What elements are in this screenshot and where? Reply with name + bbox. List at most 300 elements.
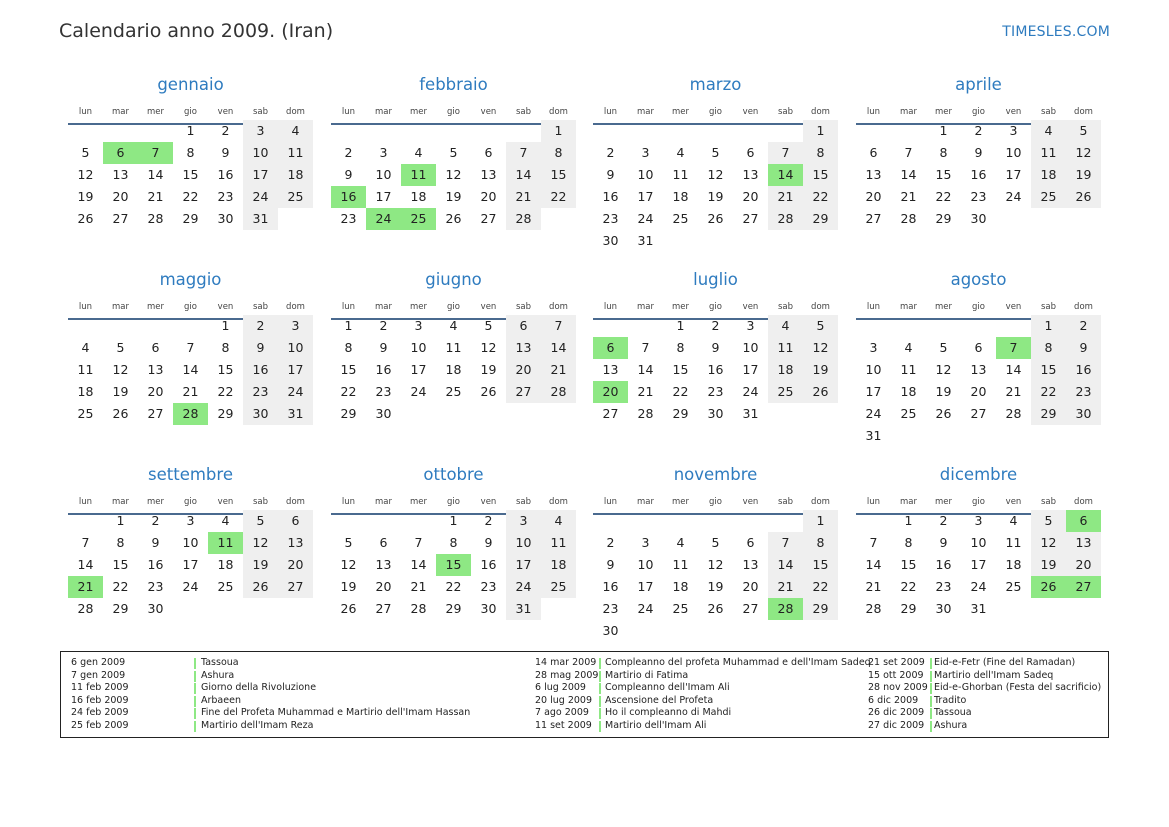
day-cell[interactable]: 23 [217, 189, 234, 204]
day-cell[interactable]: 29 [217, 406, 234, 421]
day-cell[interactable]: 10 [410, 340, 427, 355]
day-cell[interactable]: 29 [1040, 406, 1057, 421]
day-cell[interactable]: 4 [291, 123, 300, 138]
day-cell[interactable]: 18 [77, 384, 94, 399]
day-cell[interactable]: 29 [935, 211, 952, 226]
day-cell[interactable]: 7 [519, 145, 528, 160]
day-cell[interactable]: 22 [672, 384, 689, 399]
day-cell[interactable]: 18 [777, 362, 794, 377]
day-cell[interactable]: 6 [746, 145, 755, 160]
day-cell[interactable]: 28 [77, 601, 94, 616]
day-cell[interactable]: 27 [742, 211, 759, 226]
day-cell[interactable]: 8 [116, 535, 125, 550]
day-cell[interactable]: 4 [676, 145, 685, 160]
day-cell[interactable]: 19 [340, 579, 357, 594]
day-cell[interactable]: 7 [186, 340, 195, 355]
day-cell[interactable]: 17 [375, 189, 392, 204]
day-cell[interactable]: 10 [865, 362, 882, 377]
day-cell[interactable]: 21 [515, 189, 532, 204]
day-cell[interactable]: 23 [340, 211, 357, 226]
day-cell[interactable]: 6 [869, 145, 878, 160]
day-cell[interactable]: 9 [606, 167, 615, 182]
day-cell[interactable]: 12 [112, 362, 129, 377]
day-cell[interactable]: 25 [1040, 189, 1057, 204]
day-cell[interactable]: 25 [900, 406, 917, 421]
day-cell[interactable]: 19 [1040, 557, 1057, 572]
day-cell[interactable]: 26 [340, 601, 357, 616]
day-cell[interactable]: 9 [974, 145, 983, 160]
day-cell[interactable]: 26 [1075, 189, 1092, 204]
day-cell[interactable]: 14 [900, 167, 917, 182]
day-cell[interactable]: 24 [515, 579, 532, 594]
day-cell[interactable]: 2 [221, 123, 230, 138]
day-cell[interactable]: 25 [77, 406, 94, 421]
day-cell[interactable]: 13 [602, 362, 619, 377]
day-cell[interactable]: 11 [777, 340, 794, 355]
day-cell[interactable]: 24 [637, 211, 654, 226]
day-cell[interactable]: 26 [935, 406, 952, 421]
day-cell[interactable]: 19 [707, 189, 724, 204]
day-cell[interactable]: 27 [602, 406, 619, 421]
day-cell[interactable]: 18 [550, 557, 567, 572]
day-cell[interactable]: 20 [742, 189, 759, 204]
day-cell[interactable]: 12 [1075, 145, 1092, 160]
day-cell[interactable]: 30 [602, 233, 619, 248]
day-cell[interactable]: 30 [970, 211, 987, 226]
day-cell[interactable]: 29 [182, 211, 199, 226]
day-cell[interactable]: 17 [1005, 167, 1022, 182]
day-cell[interactable]: 27 [287, 579, 304, 594]
day-cell[interactable]: 23 [970, 189, 987, 204]
day-cell[interactable]: 23 [935, 579, 952, 594]
day-cell[interactable]: 12 [445, 167, 462, 182]
day-cell[interactable]: 25 [672, 601, 689, 616]
day-cell[interactable]: 19 [445, 189, 462, 204]
day-cell[interactable]: 30 [1075, 406, 1092, 421]
day-cell[interactable]: 18 [287, 167, 304, 182]
day-cell[interactable]: 29 [672, 406, 689, 421]
day-cell[interactable]: 14 [410, 557, 427, 572]
day-cell[interactable]: 7 [554, 318, 563, 333]
day-cell[interactable]: 1 [221, 318, 230, 333]
day-cell[interactable]: 5 [1044, 513, 1053, 528]
day-cell[interactable]: 18 [1040, 167, 1057, 182]
day-cell[interactable]: 10 [182, 535, 199, 550]
day-cell[interactable]: 21 [637, 384, 654, 399]
holiday-day[interactable]: 27 [1066, 576, 1101, 598]
day-cell[interactable]: 13 [147, 362, 164, 377]
day-cell[interactable]: 2 [939, 513, 948, 528]
day-cell[interactable]: 20 [375, 579, 392, 594]
day-cell[interactable]: 14 [182, 362, 199, 377]
holiday-day[interactable]: 6 [103, 142, 138, 164]
day-cell[interactable]: 26 [707, 211, 724, 226]
day-cell[interactable]: 16 [480, 557, 497, 572]
day-cell[interactable]: 21 [1005, 384, 1022, 399]
day-cell[interactable]: 27 [515, 384, 532, 399]
day-cell[interactable]: 6 [974, 340, 983, 355]
day-cell[interactable]: 24 [637, 601, 654, 616]
day-cell[interactable]: 30 [935, 601, 952, 616]
day-cell[interactable]: 21 [550, 362, 567, 377]
day-cell[interactable]: 28 [865, 601, 882, 616]
holiday-day[interactable]: 28 [173, 403, 208, 425]
day-cell[interactable]: 30 [375, 406, 392, 421]
day-cell[interactable]: 20 [147, 384, 164, 399]
day-cell[interactable]: 31 [515, 601, 532, 616]
day-cell[interactable]: 20 [1075, 557, 1092, 572]
day-cell[interactable]: 28 [900, 211, 917, 226]
day-cell[interactable]: 2 [1079, 318, 1088, 333]
holiday-day[interactable]: 7 [996, 337, 1031, 359]
day-cell[interactable]: 19 [112, 384, 129, 399]
day-cell[interactable]: 11 [287, 145, 304, 160]
day-cell[interactable]: 19 [935, 384, 952, 399]
day-cell[interactable]: 14 [777, 557, 794, 572]
day-cell[interactable]: 14 [550, 340, 567, 355]
day-cell[interactable]: 9 [939, 535, 948, 550]
day-cell[interactable]: 15 [340, 362, 357, 377]
day-cell[interactable]: 24 [1005, 189, 1022, 204]
day-cell[interactable]: 10 [637, 167, 654, 182]
day-cell[interactable]: 25 [445, 384, 462, 399]
day-cell[interactable]: 17 [182, 557, 199, 572]
day-cell[interactable]: 28 [1005, 406, 1022, 421]
day-cell[interactable]: 3 [519, 513, 528, 528]
day-cell[interactable]: 8 [344, 340, 353, 355]
day-cell[interactable]: 24 [970, 579, 987, 594]
day-cell[interactable]: 7 [414, 535, 423, 550]
day-cell[interactable]: 18 [217, 557, 234, 572]
brand-link[interactable]: TIMESLES.COM [1002, 24, 1110, 40]
day-cell[interactable]: 27 [112, 211, 129, 226]
day-cell[interactable]: 5 [1079, 123, 1088, 138]
day-cell[interactable]: 8 [816, 535, 825, 550]
day-cell[interactable]: 20 [865, 189, 882, 204]
day-cell[interactable]: 17 [637, 189, 654, 204]
day-cell[interactable]: 21 [182, 384, 199, 399]
holiday-day[interactable]: 15 [436, 554, 471, 576]
day-cell[interactable]: 9 [1079, 340, 1088, 355]
day-cell[interactable]: 9 [344, 167, 353, 182]
day-cell[interactable]: 7 [869, 535, 878, 550]
day-cell[interactable]: 9 [484, 535, 493, 550]
day-cell[interactable]: 26 [252, 579, 269, 594]
day-cell[interactable]: 27 [147, 406, 164, 421]
day-cell[interactable]: 29 [445, 601, 462, 616]
day-cell[interactable]: 20 [287, 557, 304, 572]
day-cell[interactable]: 21 [865, 579, 882, 594]
day-cell[interactable]: 30 [707, 406, 724, 421]
day-cell[interactable]: 25 [287, 189, 304, 204]
day-cell[interactable]: 22 [550, 189, 567, 204]
day-cell[interactable]: 22 [112, 579, 129, 594]
holiday-day[interactable]: 21 [68, 576, 103, 598]
holiday-day[interactable]: 24 [366, 208, 401, 230]
day-cell[interactable]: 4 [1009, 513, 1018, 528]
day-cell[interactable]: 19 [480, 362, 497, 377]
day-cell[interactable]: 21 [777, 189, 794, 204]
day-cell[interactable]: 7 [641, 340, 650, 355]
day-cell[interactable]: 19 [77, 189, 94, 204]
day-cell[interactable]: 13 [742, 557, 759, 572]
day-cell[interactable]: 23 [602, 211, 619, 226]
day-cell[interactable]: 12 [1040, 535, 1057, 550]
day-cell[interactable]: 26 [812, 384, 829, 399]
day-cell[interactable]: 5 [449, 145, 458, 160]
day-cell[interactable]: 17 [637, 579, 654, 594]
day-cell[interactable]: 5 [116, 340, 125, 355]
day-cell[interactable]: 12 [252, 535, 269, 550]
day-cell[interactable]: 16 [252, 362, 269, 377]
day-cell[interactable]: 8 [1044, 340, 1053, 355]
day-cell[interactable]: 5 [256, 513, 265, 528]
day-cell[interactable]: 4 [781, 318, 790, 333]
holiday-day[interactable]: 26 [1031, 576, 1066, 598]
day-cell[interactable]: 11 [77, 362, 94, 377]
day-cell[interactable]: 24 [410, 384, 427, 399]
day-cell[interactable]: 11 [445, 340, 462, 355]
day-cell[interactable]: 20 [742, 579, 759, 594]
day-cell[interactable]: 23 [480, 579, 497, 594]
day-cell[interactable]: 4 [81, 340, 90, 355]
day-cell[interactable]: 11 [900, 362, 917, 377]
day-cell[interactable]: 4 [221, 513, 230, 528]
day-cell[interactable]: 10 [1005, 145, 1022, 160]
day-cell[interactable]: 15 [812, 557, 829, 572]
day-cell[interactable]: 3 [291, 318, 300, 333]
day-cell[interactable]: 1 [816, 513, 825, 528]
day-cell[interactable]: 18 [672, 579, 689, 594]
day-cell[interactable]: 1 [344, 318, 353, 333]
day-cell[interactable]: 22 [935, 189, 952, 204]
day-cell[interactable]: 9 [221, 145, 230, 160]
day-cell[interactable]: 26 [77, 211, 94, 226]
day-cell[interactable]: 1 [816, 123, 825, 138]
day-cell[interactable]: 16 [147, 557, 164, 572]
day-cell[interactable]: 19 [1075, 167, 1092, 182]
day-cell[interactable]: 5 [711, 145, 720, 160]
day-cell[interactable]: 17 [515, 557, 532, 572]
day-cell[interactable]: 8 [816, 145, 825, 160]
day-cell[interactable]: 31 [287, 406, 304, 421]
day-cell[interactable]: 27 [742, 601, 759, 616]
day-cell[interactable]: 6 [519, 318, 528, 333]
day-cell[interactable]: 22 [900, 579, 917, 594]
day-cell[interactable]: 25 [217, 579, 234, 594]
day-cell[interactable]: 2 [974, 123, 983, 138]
day-cell[interactable]: 24 [182, 579, 199, 594]
day-cell[interactable]: 30 [217, 211, 234, 226]
day-cell[interactable]: 13 [515, 340, 532, 355]
day-cell[interactable]: 12 [340, 557, 357, 572]
day-cell[interactable]: 10 [970, 535, 987, 550]
day-cell[interactable]: 3 [746, 318, 755, 333]
day-cell[interactable]: 22 [445, 579, 462, 594]
holiday-day[interactable]: 14 [768, 164, 803, 186]
day-cell[interactable]: 15 [900, 557, 917, 572]
day-cell[interactable]: 17 [287, 362, 304, 377]
day-cell[interactable]: 30 [480, 601, 497, 616]
day-cell[interactable]: 14 [1005, 362, 1022, 377]
day-cell[interactable]: 8 [186, 145, 195, 160]
day-cell[interactable]: 12 [707, 557, 724, 572]
day-cell[interactable]: 29 [340, 406, 357, 421]
day-cell[interactable]: 11 [1005, 535, 1022, 550]
day-cell[interactable]: 15 [112, 557, 129, 572]
day-cell[interactable]: 8 [904, 535, 913, 550]
day-cell[interactable]: 18 [900, 384, 917, 399]
day-cell[interactable]: 4 [554, 513, 563, 528]
day-cell[interactable]: 20 [112, 189, 129, 204]
day-cell[interactable]: 3 [256, 123, 265, 138]
day-cell[interactable]: 26 [480, 384, 497, 399]
day-cell[interactable]: 14 [515, 167, 532, 182]
day-cell[interactable]: 20 [970, 384, 987, 399]
day-cell[interactable]: 5 [344, 535, 353, 550]
day-cell[interactable]: 24 [252, 189, 269, 204]
day-cell[interactable]: 10 [637, 557, 654, 572]
day-cell[interactable]: 12 [812, 340, 829, 355]
day-cell[interactable]: 23 [1075, 384, 1092, 399]
day-cell[interactable]: 1 [116, 513, 125, 528]
day-cell[interactable]: 15 [812, 167, 829, 182]
day-cell[interactable]: 13 [375, 557, 392, 572]
day-cell[interactable]: 5 [81, 145, 90, 160]
day-cell[interactable]: 13 [287, 535, 304, 550]
day-cell[interactable]: 10 [742, 340, 759, 355]
day-cell[interactable]: 18 [1005, 557, 1022, 572]
day-cell[interactable]: 28 [410, 601, 427, 616]
day-cell[interactable]: 16 [1075, 362, 1092, 377]
day-cell[interactable]: 29 [812, 601, 829, 616]
day-cell[interactable]: 25 [672, 211, 689, 226]
day-cell[interactable]: 3 [379, 145, 388, 160]
day-cell[interactable]: 11 [672, 167, 689, 182]
day-cell[interactable]: 13 [112, 167, 129, 182]
day-cell[interactable]: 28 [550, 384, 567, 399]
day-cell[interactable]: 31 [637, 233, 654, 248]
day-cell[interactable]: 8 [221, 340, 230, 355]
day-cell[interactable]: 15 [217, 362, 234, 377]
day-cell[interactable]: 26 [445, 211, 462, 226]
day-cell[interactable]: 12 [707, 167, 724, 182]
day-cell[interactable]: 4 [676, 535, 685, 550]
day-cell[interactable]: 13 [970, 362, 987, 377]
holiday-day[interactable]: 20 [593, 381, 628, 403]
day-cell[interactable]: 13 [480, 167, 497, 182]
day-cell[interactable]: 12 [77, 167, 94, 182]
day-cell[interactable]: 23 [707, 384, 724, 399]
day-cell[interactable]: 10 [515, 535, 532, 550]
day-cell[interactable]: 6 [746, 535, 755, 550]
day-cell[interactable]: 16 [935, 557, 952, 572]
day-cell[interactable]: 28 [637, 406, 654, 421]
day-cell[interactable]: 1 [1044, 318, 1053, 333]
day-cell[interactable]: 17 [970, 557, 987, 572]
day-cell[interactable]: 11 [1040, 145, 1057, 160]
day-cell[interactable]: 25 [777, 384, 794, 399]
day-cell[interactable]: 31 [742, 406, 759, 421]
day-cell[interactable]: 3 [641, 145, 650, 160]
day-cell[interactable]: 1 [939, 123, 948, 138]
day-cell[interactable]: 2 [484, 513, 493, 528]
day-cell[interactable]: 13 [742, 167, 759, 182]
day-cell[interactable]: 10 [287, 340, 304, 355]
day-cell[interactable]: 2 [256, 318, 265, 333]
day-cell[interactable]: 31 [865, 428, 882, 443]
day-cell[interactable]: 16 [602, 189, 619, 204]
day-cell[interactable]: 25 [1005, 579, 1022, 594]
holiday-day[interactable]: 25 [401, 208, 436, 230]
day-cell[interactable]: 12 [480, 340, 497, 355]
day-cell[interactable]: 19 [812, 362, 829, 377]
day-cell[interactable]: 8 [554, 145, 563, 160]
day-cell[interactable]: 9 [151, 535, 160, 550]
day-cell[interactable]: 9 [606, 557, 615, 572]
day-cell[interactable]: 20 [480, 189, 497, 204]
day-cell[interactable]: 22 [1040, 384, 1057, 399]
day-cell[interactable]: 16 [970, 167, 987, 182]
day-cell[interactable]: 10 [252, 145, 269, 160]
day-cell[interactable]: 7 [781, 535, 790, 550]
day-cell[interactable]: 2 [344, 145, 353, 160]
day-cell[interactable]: 6 [379, 535, 388, 550]
day-cell[interactable]: 17 [865, 384, 882, 399]
day-cell[interactable]: 11 [672, 557, 689, 572]
day-cell[interactable]: 17 [742, 362, 759, 377]
day-cell[interactable]: 3 [1009, 123, 1018, 138]
day-cell[interactable]: 6 [291, 513, 300, 528]
day-cell[interactable]: 3 [974, 513, 983, 528]
day-cell[interactable]: 15 [935, 167, 952, 182]
day-cell[interactable]: 7 [81, 535, 90, 550]
day-cell[interactable]: 18 [672, 189, 689, 204]
day-cell[interactable]: 17 [410, 362, 427, 377]
day-cell[interactable]: 23 [252, 384, 269, 399]
day-cell[interactable]: 27 [375, 601, 392, 616]
day-cell[interactable]: 6 [151, 340, 160, 355]
day-cell[interactable]: 4 [414, 145, 423, 160]
day-cell[interactable]: 4 [1044, 123, 1053, 138]
day-cell[interactable]: 5 [711, 535, 720, 550]
day-cell[interactable]: 2 [606, 535, 615, 550]
holiday-day[interactable]: 11 [208, 532, 243, 554]
day-cell[interactable]: 3 [641, 535, 650, 550]
day-cell[interactable]: 1 [904, 513, 913, 528]
day-cell[interactable]: 16 [602, 579, 619, 594]
holiday-day[interactable]: 7 [138, 142, 173, 164]
day-cell[interactable]: 30 [252, 406, 269, 421]
holiday-day[interactable]: 11 [401, 164, 436, 186]
day-cell[interactable]: 28 [147, 211, 164, 226]
day-cell[interactable]: 1 [676, 318, 685, 333]
holiday-day[interactable]: 28 [768, 598, 803, 620]
day-cell[interactable]: 16 [707, 362, 724, 377]
day-cell[interactable]: 23 [147, 579, 164, 594]
day-cell[interactable]: 18 [445, 362, 462, 377]
day-cell[interactable]: 22 [812, 189, 829, 204]
day-cell[interactable]: 15 [550, 167, 567, 182]
day-cell[interactable]: 5 [484, 318, 493, 333]
day-cell[interactable]: 9 [711, 340, 720, 355]
day-cell[interactable]: 29 [112, 601, 129, 616]
day-cell[interactable]: 29 [900, 601, 917, 616]
day-cell[interactable]: 24 [742, 384, 759, 399]
day-cell[interactable]: 9 [379, 340, 388, 355]
day-cell[interactable]: 14 [637, 362, 654, 377]
day-cell[interactable]: 2 [606, 145, 615, 160]
